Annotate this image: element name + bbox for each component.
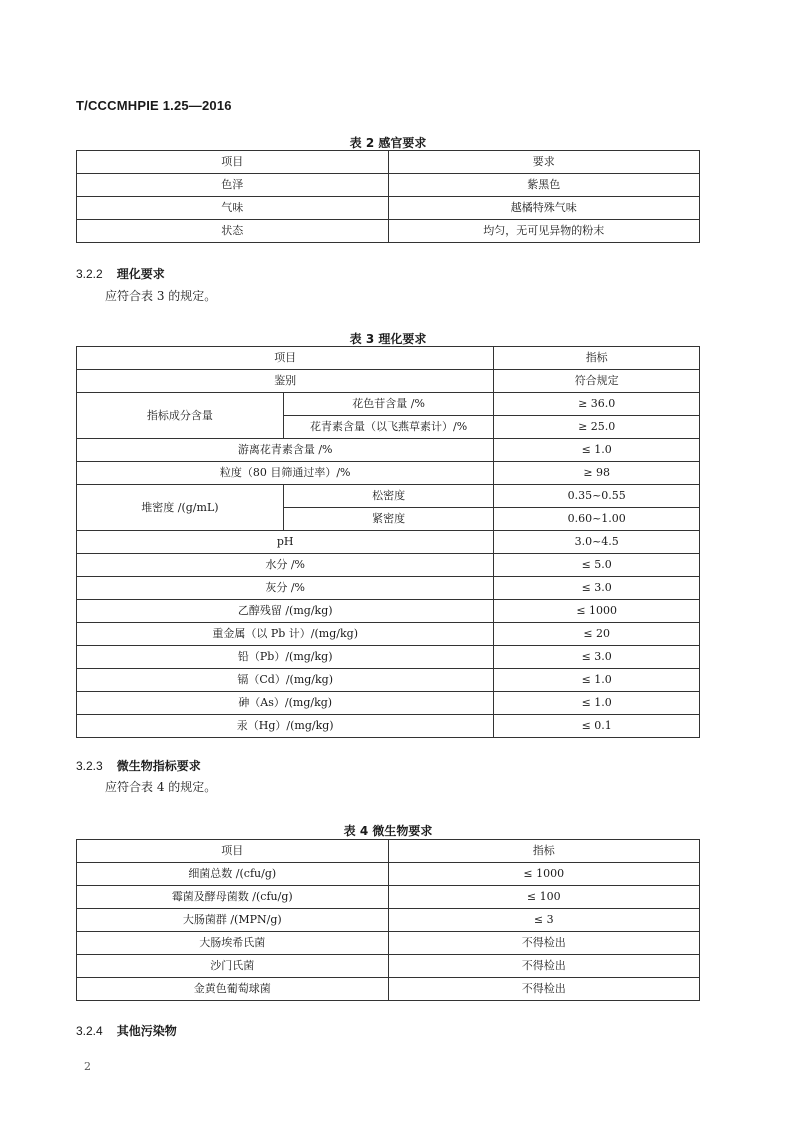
section-number: 3.2.3	[76, 759, 103, 773]
table-row	[77, 439, 700, 462]
table4	[76, 839, 700, 1001]
table-row	[77, 623, 700, 646]
page-number: 2	[84, 1060, 91, 1073]
table-cell: ≤ 20	[494, 623, 700, 646]
table-row	[77, 715, 700, 738]
table-row	[77, 393, 700, 416]
section-3-2-2-text: 应符合表 3 的规定。	[105, 289, 217, 303]
section-3-2-4-heading	[76, 1022, 177, 1039]
table-cell: 松密度	[283, 485, 494, 508]
table-row	[77, 462, 700, 485]
table-row	[77, 220, 700, 243]
table-cell: ≤ 1000	[494, 600, 700, 623]
group-label: 指标成分含量	[77, 393, 284, 439]
table-cell: 砷（As）/(mg/kg)	[77, 692, 494, 715]
table-cell: 重金属（以 Pb 计）/(mg/kg)	[77, 623, 494, 646]
section-3-2-3-text: 应符合表 4 的规定。	[105, 780, 217, 794]
table-cell: ≤ 5.0	[494, 554, 700, 577]
table-cell: 紫黑色	[388, 174, 700, 197]
table-row	[77, 197, 700, 220]
section-3-2-3-heading	[76, 757, 201, 774]
table-cell: ≤ 100	[388, 886, 700, 909]
column-header: 指标	[494, 347, 700, 370]
table-cell: ≤ 1.0	[494, 439, 700, 462]
table-header-row	[77, 840, 700, 863]
table-row	[77, 955, 700, 978]
table-cell: 镉（Cd）/(mg/kg)	[77, 669, 494, 692]
table-row	[77, 577, 700, 600]
table-cell: 鉴别	[77, 370, 494, 393]
table-cell: ≤ 0.1	[494, 715, 700, 738]
table-cell: 水分 /%	[77, 554, 494, 577]
table-cell: ≤ 1.0	[494, 669, 700, 692]
section-title: 其他污染物	[116, 1024, 177, 1038]
table-cell: 大肠菌群 /(MPN/g)	[77, 909, 389, 932]
table-cell: 符合规定	[494, 370, 700, 393]
table-cell: ≤ 1.0	[494, 692, 700, 715]
group-label: 堆密度 /(g/mL)	[77, 485, 284, 531]
table-cell: 气味	[77, 197, 389, 220]
table-cell: 花青素含量（以飞燕草素计）/%	[283, 416, 494, 439]
table-cell: ≤ 1000	[388, 863, 700, 886]
table-row	[77, 646, 700, 669]
table-cell: 均匀，无可见异物的粉末	[388, 220, 700, 243]
table4-caption: 表 4 微生物要求	[343, 824, 433, 838]
table2	[76, 150, 700, 243]
table-row	[77, 886, 700, 909]
table-row	[77, 370, 700, 393]
column-header: 指标	[388, 840, 700, 863]
table-cell: ≥ 25.0	[494, 416, 700, 439]
table-cell: 3.0~4.5	[494, 531, 700, 554]
table3	[76, 346, 700, 738]
table-cell: pH	[77, 531, 494, 554]
table-cell: 细菌总数 /(cfu/g)	[77, 863, 389, 886]
table-row	[77, 485, 700, 508]
table-cell: 越橘特殊气味	[388, 197, 700, 220]
table-cell: 大肠埃希氏菌	[77, 932, 389, 955]
table-cell: 0.60~1.00	[494, 508, 700, 531]
table-row	[77, 554, 700, 577]
table-cell: 紧密度	[283, 508, 494, 531]
column-header: 项目	[77, 151, 389, 174]
table-cell: ≥ 98	[494, 462, 700, 485]
table3-caption: 表 3 理化要求	[349, 332, 427, 346]
column-header: 项目	[77, 840, 389, 863]
table-cell: 灰分 /%	[77, 577, 494, 600]
table-row	[77, 909, 700, 932]
table-cell: 不得检出	[388, 932, 700, 955]
column-header: 项目	[77, 347, 494, 370]
standard-code: T/CCCMHPIE 1.25—2016	[76, 98, 232, 113]
section-title: 理化要求	[116, 267, 165, 281]
table-row	[77, 669, 700, 692]
table-row	[77, 978, 700, 1001]
table-cell: 霉菌及酵母菌数 /(cfu/g)	[77, 886, 389, 909]
table-cell: ≤ 3	[388, 909, 700, 932]
table2-caption: 表 2 感官要求	[349, 136, 427, 150]
table-cell: 状态	[77, 220, 389, 243]
table-header-row	[77, 151, 700, 174]
table-cell: 游离花青素含量 /%	[77, 439, 494, 462]
section-number: 3.2.2	[76, 267, 103, 281]
table-row	[77, 531, 700, 554]
table-cell: 0.35~0.55	[494, 485, 700, 508]
section-number: 3.2.4	[76, 1024, 103, 1038]
table-cell: 花色苷含量 /%	[283, 393, 494, 416]
table-row	[77, 600, 700, 623]
table-cell: 汞（Hg）/(mg/kg)	[77, 715, 494, 738]
table-row	[77, 692, 700, 715]
table-cell: 不得检出	[388, 955, 700, 978]
table-row	[77, 863, 700, 886]
table-cell: 沙门氏菌	[77, 955, 389, 978]
table-cell: 不得检出	[388, 978, 700, 1001]
table-cell: 乙醇残留 /(mg/kg)	[77, 600, 494, 623]
table-cell: 金黄色葡萄球菌	[77, 978, 389, 1001]
table-cell: 粒度（80 目筛通过率）/%	[77, 462, 494, 485]
table-cell: 铅（Pb）/(mg/kg)	[77, 646, 494, 669]
table-row	[77, 174, 700, 197]
section-title: 微生物指标要求	[116, 759, 201, 773]
table-cell: ≥ 36.0	[494, 393, 700, 416]
table-cell: ≤ 3.0	[494, 646, 700, 669]
table-cell: 色泽	[77, 174, 389, 197]
column-header: 要求	[388, 151, 700, 174]
section-3-2-2-heading	[76, 265, 165, 282]
table-header-row	[77, 347, 700, 370]
table-cell: ≤ 3.0	[494, 577, 700, 600]
table-row	[77, 932, 700, 955]
